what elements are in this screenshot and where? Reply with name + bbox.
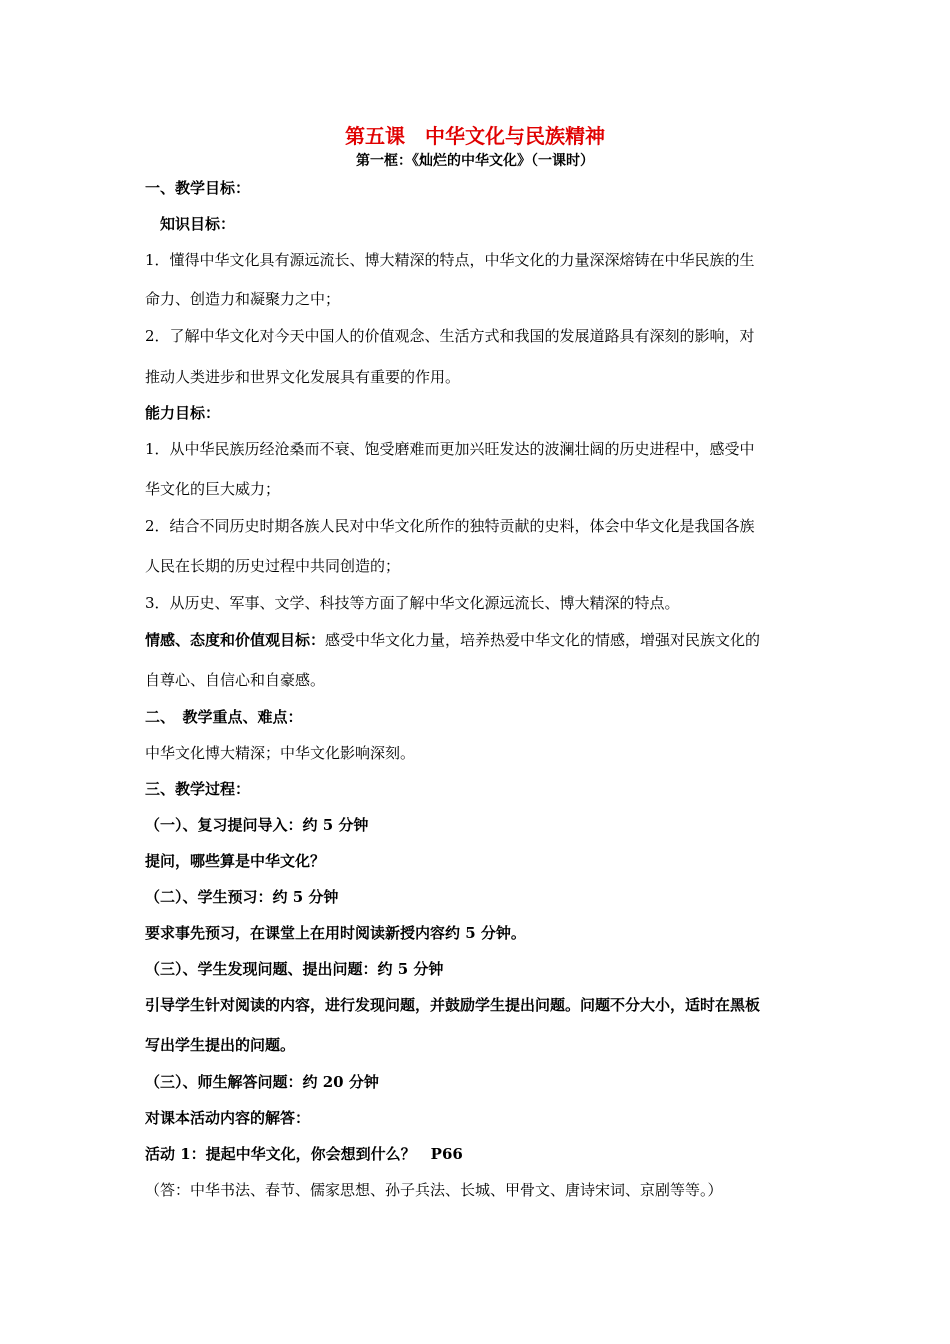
step4-text: 对课本活动内容的解答： [145,1109,311,1127]
ability-item-2a: 2．结合不同历史时期各族人民对中华文化所作的独特贡献的史料，体会中华文化是我国各族 [145,517,755,535]
section1-heading: 一、教学目标： [145,179,251,197]
knowledge-item-1a: 1．懂得中华文化具有源远流长、博大精深的特点，中华文化的力量深深熔铸在中华民族的生 [145,251,755,269]
step3-heading: （三）、学生发现问题、提出问题：约 5 分钟 [145,960,444,978]
ability-item-1a: 1．从中华民族历经沧桑而不衰、饱受磨难而更加兴旺发达的波澜壮阔的历史进程中，感受中 [145,440,755,458]
emotion-text-2: 自尊心、自信心和自豪感。 [145,671,326,689]
emotion-line-1 [145,629,760,651]
step2-text: 要求事先预习，在课堂上在用时阅读新授内容约 5 分钟。 [145,924,526,942]
page-title: 第五课 中华文化与民族精神 [345,124,605,148]
section2-heading: 二、 教学重点、难点： [145,708,303,726]
step3-text-2: 写出学生提出的问题。 [145,1036,296,1054]
knowledge-heading: 知识目标： [160,215,236,233]
knowledge-item-1b: 命力、创造力和凝聚力之中； [145,290,341,308]
section3-heading: 三、教学过程： [145,780,251,798]
knowledge-item-2b: 推动人类进步和世界文化发展具有重要的作用。 [145,368,461,386]
knowledge-item-2a: 2．了解中华文化对今天中国人的价值观念、生活方式和我国的发展道路具有深刻的影响，对 [145,327,755,345]
page-subtitle: 第一框：《灿烂的中华文化》（一课时） [356,153,594,169]
emotion-heading: 情感、态度和价值观目标： [145,631,326,649]
activity1-answer: （答：中华书法、春节、儒家思想、孙子兵法、长城、甲骨文、唐诗宋词、京剧等等。） [145,1181,723,1199]
step3-text-1: 引导学生针对阅读的内容，进行发现问题，并鼓励学生提出问题。问题不分大小，适时在黑板 [145,996,761,1014]
emotion-text-1: 感受中华文化力量，培养热爱中华文化的情感，增强对民族文化的 [325,631,761,649]
ability-item-3: 3．从历史、军事、文学、科技等方面了解中华文化源远流长、博大精深的特点。 [145,594,680,612]
step2-heading: （二）、学生预习：约 5 分钟 [145,888,339,906]
section2-text: 中华文化博大精深；中华文化影响深刻。 [145,744,416,762]
ability-item-2b: 人民在长期的历史过程中共同创造的； [145,557,401,575]
activity1-question: 活动 1：提起中华文化，你会想到什么？ P66 [145,1145,463,1163]
step1-text: 提问，哪些算是中华文化？ [145,852,326,870]
ability-item-1b: 华文化的巨大威力； [145,480,281,498]
step1-heading: （一）、复习提问导入：约 5 分钟 [145,816,369,834]
step4-heading: （三）、师生解答问题：约 20 分钟 [145,1073,379,1091]
ability-heading: 能力目标： [145,404,221,422]
